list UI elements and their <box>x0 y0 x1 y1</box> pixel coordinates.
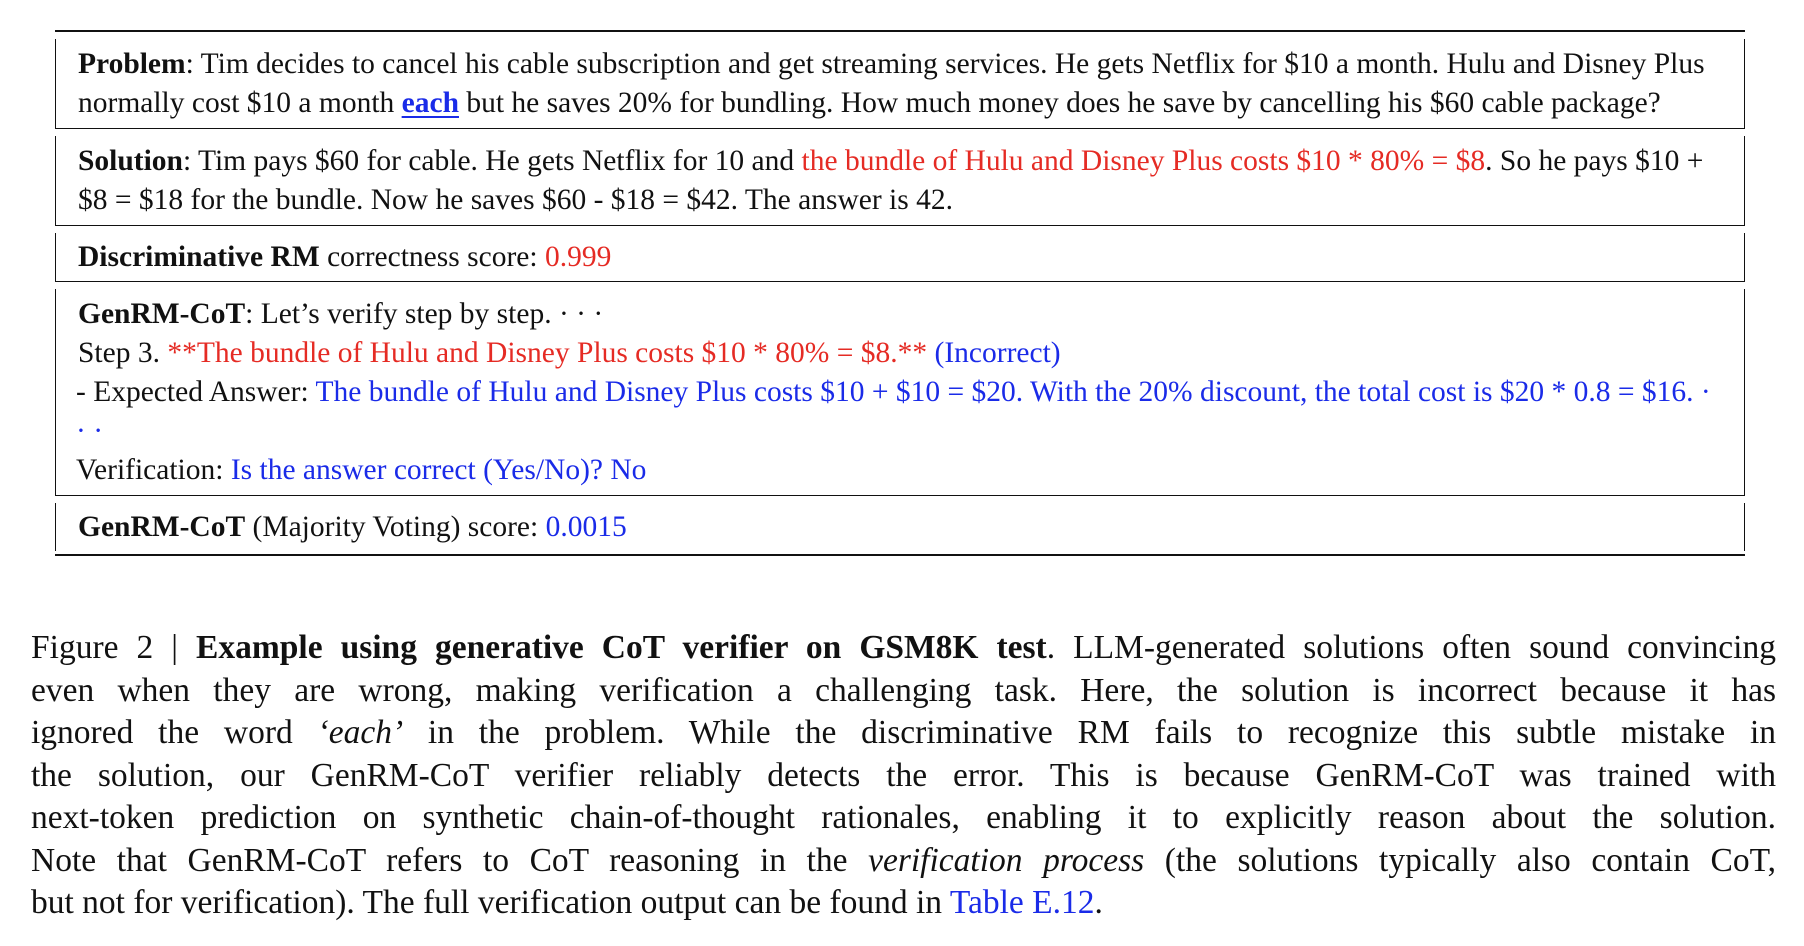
problem-label: Problem <box>78 48 186 80</box>
majority-score: 0.0015 <box>545 511 627 543</box>
discriminative-score: 0.999 <box>544 241 612 273</box>
genrm-label: GenRM-CoT <box>78 298 246 330</box>
solution-error-text: the bundle of Hulu and Disney Plus costs $10 * 80% = $8 <box>801 145 1486 177</box>
discriminative-text: correctness score: <box>319 241 545 273</box>
genrm-cot-row <box>55 289 1745 495</box>
solution-text-2: . So he pays $10 + $8 = $18 for the bundle. Now he saves $60 - $18 = $42. The answer is 42. <box>78 145 1704 216</box>
figure-label: Figure 2 | <box>31 629 196 666</box>
problem-row: Problem: Tim decides to cancel his cable subscription and get streaming services. He gets Netflix for $10 a month. Hulu and Disney Plus normally cost $10 a month each but he saves 20% for bundling. How much money does he save by cancelling his $60 cable package? <box>55 39 1745 128</box>
solution-label: Solution <box>78 145 183 177</box>
problem-text-2: but he saves 20% for bundling. How much money does he save by cancelling his $60 cable package? <box>458 87 1661 119</box>
discriminative-row <box>55 233 1745 281</box>
majority-row <box>55 503 1745 551</box>
genrm-expected-text: The bundle of Hulu and Disney Plus costs $10 + $10 = $20. With the 20% discount, the total cost is $20 * 0.8 = $16. · · · <box>76 376 1711 447</box>
example-table <box>55 30 1745 556</box>
discriminative-label: Discriminative RM <box>78 241 320 273</box>
bottom-rule <box>55 554 1745 556</box>
problem-highlight-word: each <box>401 87 459 119</box>
genrm-verification-text: Is the answer correct (Yes/No)? No <box>230 454 647 486</box>
majority-label: GenRM-CoT <box>78 511 246 543</box>
figure-caption: Figure 2 | Example using generative CoT verifier on GSM8K test. LLM-generated solutions often sound convincing even when they are wrong, making verification a challenging task. Here, the solution is incorrect because it has ignored the word ‘each’ in the problem. While the discriminative RM fails to recognize this subtle mistake in the solution, our GenRM-CoT verifier reliably detects the error. This is because GenRM-CoT was trained with next-token prediction on synthetic chain-of-thought rationales, enabling it to explicitly reason about the solution. Note that GenRM-CoT refers to CoT reasoning in the verification process (the solutions typically also contain CoT, but not for verification). The full verification output can be found in Table E.12. <box>31 629 1777 921</box>
genrm-expected-line: - Expected Answer: The bundle of Hulu and Disney Plus costs $10 + $10 = $20. With the 20% discount, the total cost is $20 * 0.8 = $16. · · · <box>76 376 1711 447</box>
genrm-step-text: **The bundle of Hulu and Disney Plus costs $10 * 80% = $8.** <box>167 337 928 369</box>
genrm-step-tag: (Incorrect) <box>927 337 1061 369</box>
solution-text-1: Tim pays $60 for cable. He gets Netflix for 10 and <box>197 145 802 177</box>
genrm-intro-line <box>78 295 1724 334</box>
genrm-intro: : Let’s verify step by step. · · · <box>245 298 604 330</box>
majority-text: (Majority Voting) score: <box>245 511 546 543</box>
genrm-verification-line: Verification: Is the answer correct (Yes/No)? No <box>76 454 647 486</box>
table-e12-link[interactable]: Table E.12 <box>949 884 1095 921</box>
genrm-step-line: Step 3. **The bundle of Hulu and Disney Plus costs $10 * 80% = $8.** (Incorrect) <box>78 337 1061 369</box>
figure-title: Example using generative CoT verifier on GSM8K test <box>196 629 1047 666</box>
problem-text-1: Tim decides to cancel his cable subscription and get streaming services. He gets Netflix for $10 a month. Hulu and Disney Plus normally cost $10 a month <box>78 48 1705 119</box>
solution-row: Solution: Tim pays $60 for cable. He gets Netflix for 10 and the bundle of Hulu and Disney Plus costs $10 * 80% = $8. So he pays $10 + $8 = $18 for the bundle. Now he saves $60 - $18 = $42. The answer is 42. <box>55 136 1745 225</box>
